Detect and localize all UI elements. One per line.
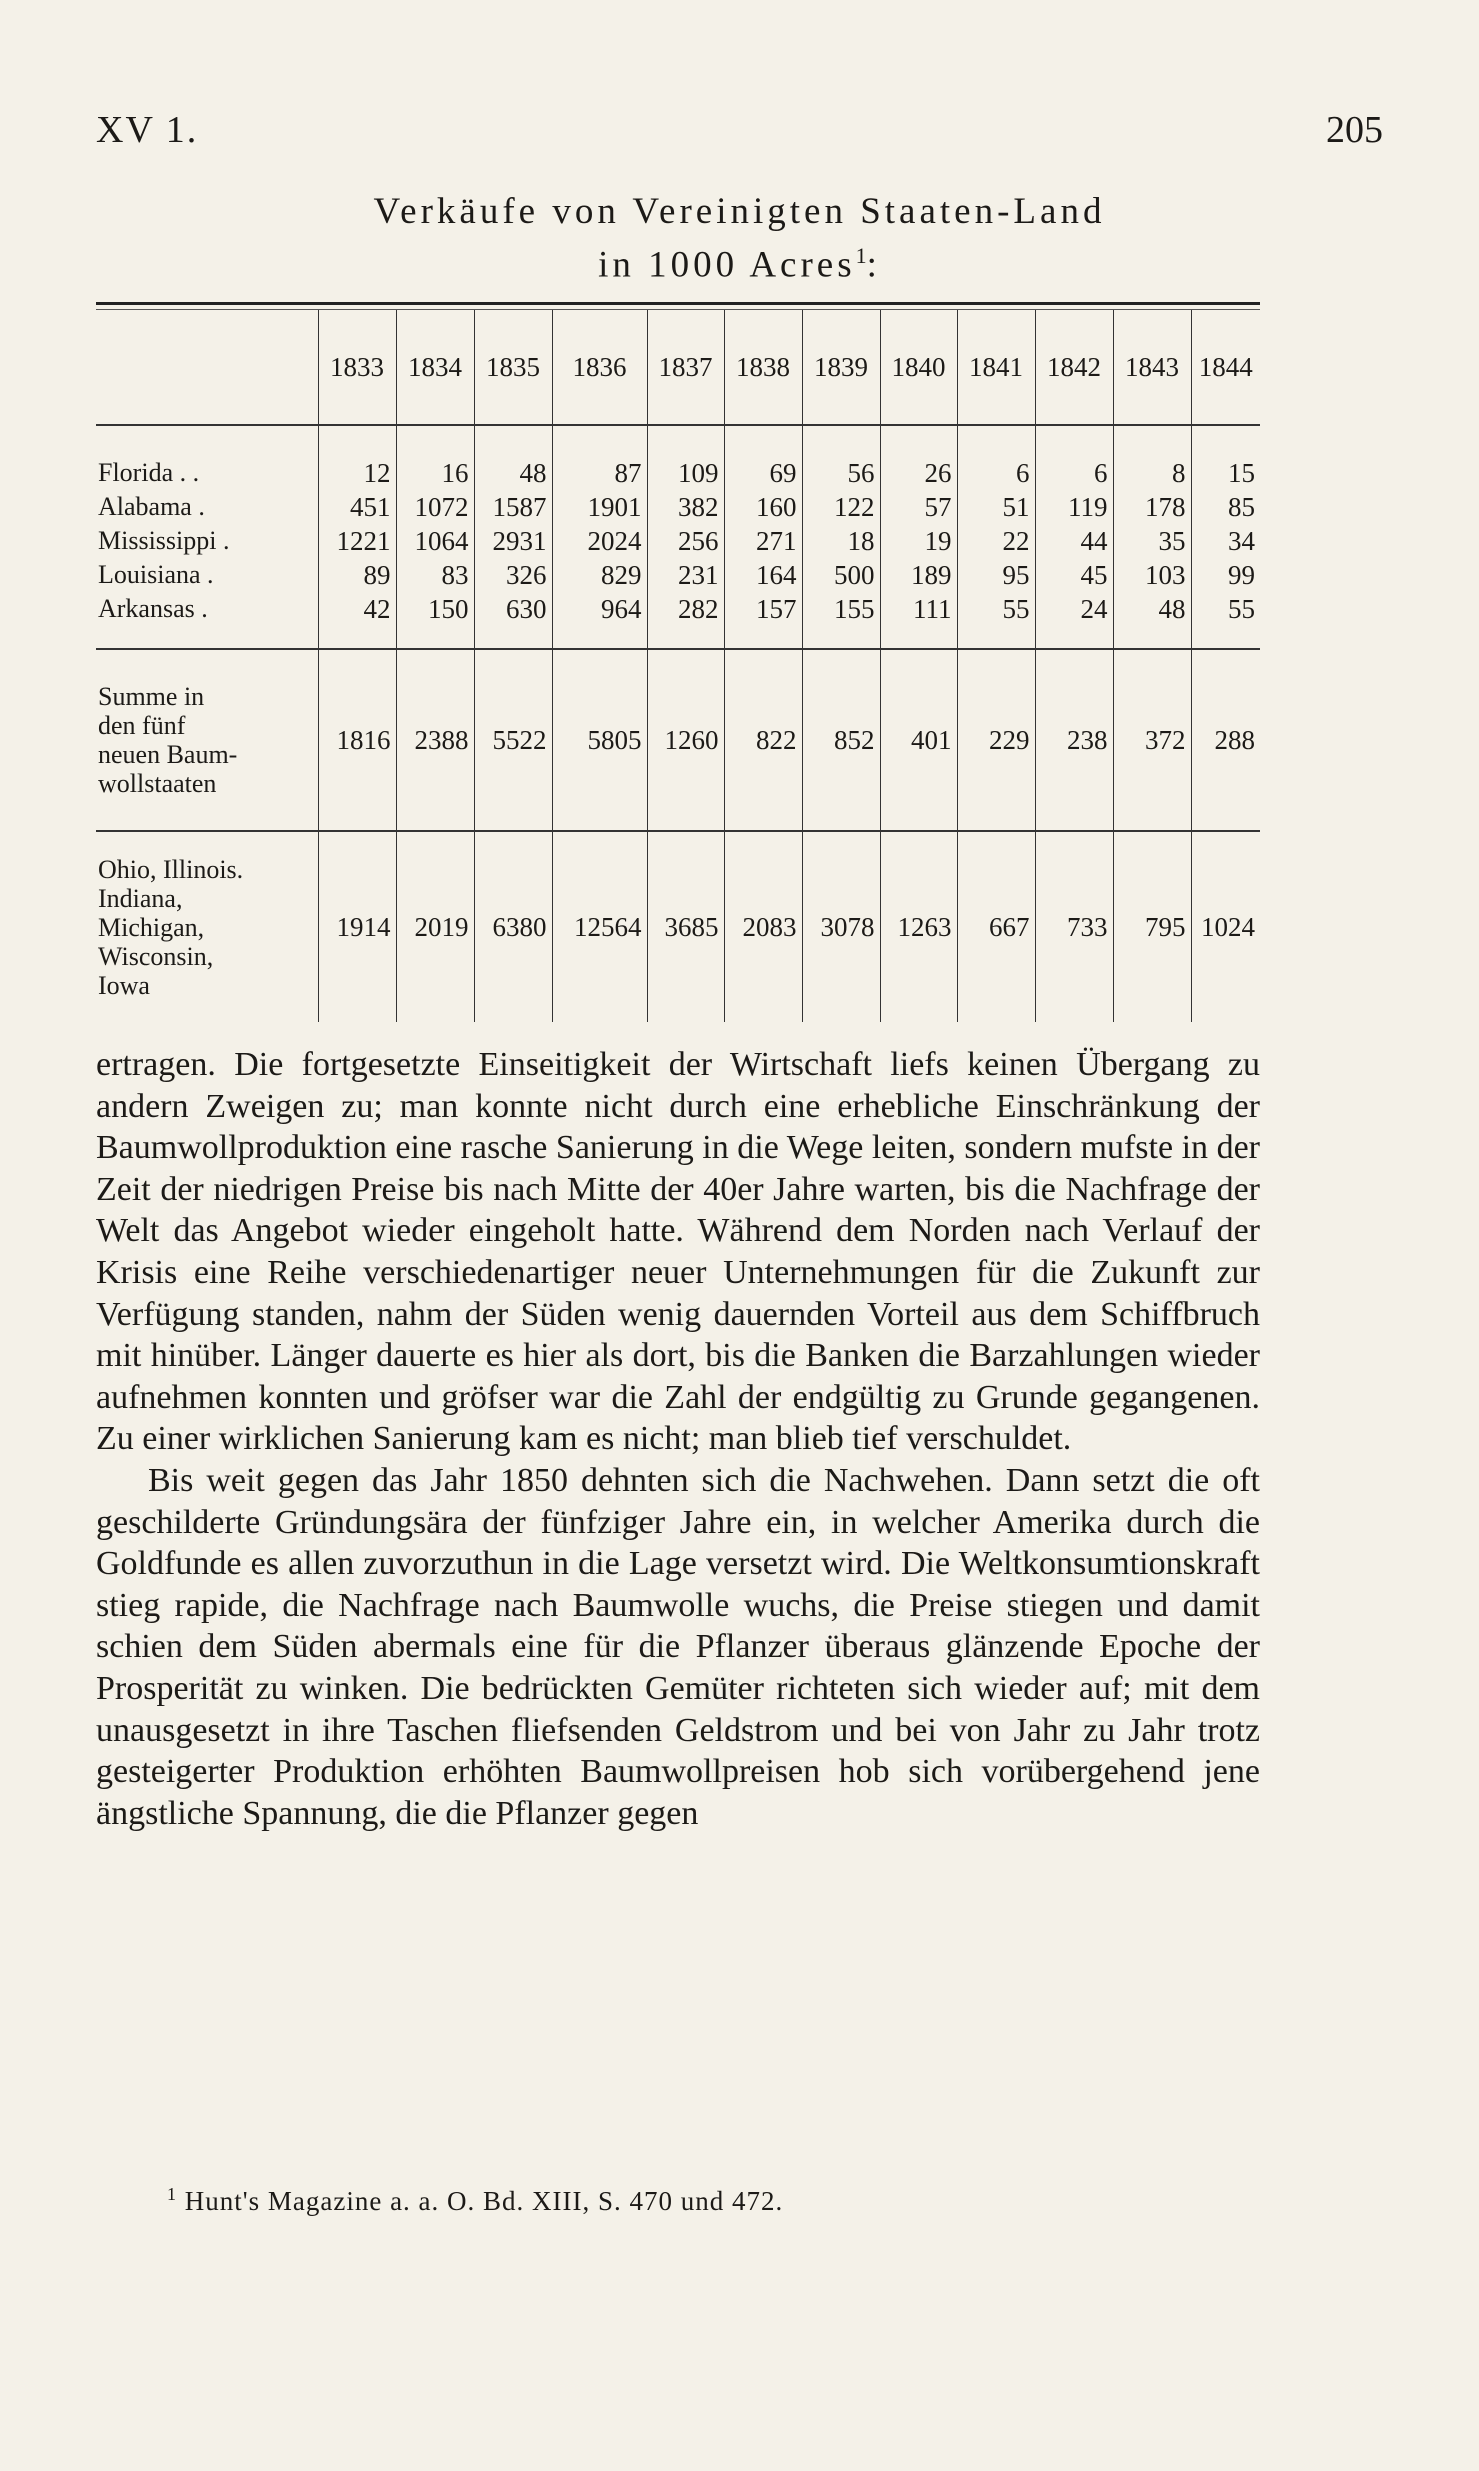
value-cell: 1901 [552,490,647,524]
value-cell: 164 [724,558,802,592]
value-cell: 231 [647,558,724,592]
footnote [167,2184,1267,2217]
value-cell: 1260 [647,649,724,831]
value-cell: 795 [1113,831,1191,1022]
value-cell: 500 [802,558,880,592]
value-cell: 829 [552,558,647,592]
paragraph-1: ertragen. Die fortgesetzte Einseitigkeit der Wirtschaft liefs keinen Übergang zu andern Zweigen zu; man konnte nicht durch eine erhebliche Einschränkung der Baumwollproduktion eine rasche Sanierung in die Wege leiten, sondern mufste in der Zeit der niedrigen Preise bis nach Mitte der 40er Jahre warten, bis die Nachfrage der Welt das Angebot wieder eingeholt hatte. Während dem Norden nach Verlauf der Krisis eine Reihe verschiedenartiger neuer Unternehmungen für die Zukunft zur Verfügung standen, nahm der Süden wenig dauernden Vorteil aus dem Schiffbruch mit hinüber. Länger dauerte es hier als dort, bis die Banken die Barzahlungen wieder aufnehmen konnten und gröfser war die Zahl der endgültig zu Grunde gegangenen. Zu einer wirklichen Sanierung kam es nicht; man blieb tief verschuldet. [96,1046,1260,1458]
value-cell: 99 [1191,558,1260,592]
value-cell: 85 [1191,490,1260,524]
value-cell: 1816 [318,649,396,831]
value-cell: 15 [1191,425,1260,490]
state-label: Mississippi . [98,526,230,555]
value-cell: 382 [647,490,724,524]
value-cell: 95 [957,558,1035,592]
value-cell: 45 [1035,558,1113,592]
value-cell: 150 [396,592,474,649]
table-title [0,190,1479,287]
land-sales-table [96,302,1260,1022]
value-cell: 2388 [396,649,474,831]
value-cell: 51 [957,490,1035,524]
value-cell: 1263 [880,831,957,1022]
value-cell: 1064 [396,524,474,558]
value-cell: 733 [1035,831,1113,1022]
sum-row [96,649,1260,831]
value-cell: 852 [802,649,880,831]
value-cell: 2931 [474,524,552,558]
state-row [96,524,1260,558]
value-cell: 372 [1113,649,1191,831]
table-title-line2 [0,234,1479,287]
north-row-label: Ohio, Illinois. Indiana, Michigan, Wisconsin, Iowa [96,831,318,1022]
value-cell: 229 [957,649,1035,831]
value-cell: 964 [552,592,647,649]
state-row [96,490,1260,524]
value-cell: 5522 [474,649,552,831]
value-cell: 822 [724,649,802,831]
value-cell: 18 [802,524,880,558]
value-cell: 44 [1035,524,1113,558]
value-cell: 19 [880,524,957,558]
year-header: 1838 [724,310,802,426]
paragraph-2: Bis weit gegen das Jahr 1850 dehnten sich die Nachwehen. Dann setzt die oft geschilderte Gründungsära der fünfziger Jahre ein, in welcher Amerika durch die Goldfunde es allen zuvorzuthun in die Lage versetzt wird. Die Weltkonsumtionskraft stieg rapide, die Nachfrage nach Baumwolle wuchs, die Preise stiegen und damit schien dem Süden abermals eine für die Pflanzer überaus glänzende Epoche der Prosperität zu winken. Die bedrückten Gemüter richteten sich wieder auf; mit dem unausgesetzt in ihre Taschen fliefsenden Geldstrom und bei von Jahr zu Jahr trotz gesteigerter Produktion erhöhten Baumwollpreisen hob sich vorübergehend jene ängstliche Spannung, die die Pflanzer gegen [96,1461,1260,1832]
value-cell: 56 [802,425,880,490]
value-cell: 42 [318,592,396,649]
value-cell: 288 [1191,649,1260,831]
value-cell: 2024 [552,524,647,558]
state-row [96,425,1260,490]
chapter-marker: XV 1. [96,109,199,151]
year-header: 1839 [802,310,880,426]
state-label: Florida . . [96,425,318,490]
table-title-footnote-mark: 1 [855,243,867,268]
value-cell: 1221 [318,524,396,558]
value-cell: 103 [1113,558,1191,592]
sum-row-label: Summe in den fünf neuen Baum- wollstaaten [96,649,318,831]
state-label: Arkansas . [98,594,208,623]
value-cell: 48 [1113,592,1191,649]
value-cell: 2083 [724,831,802,1022]
value-cell: 12564 [552,831,647,1022]
value-cell: 22 [957,524,1035,558]
body-text [96,1044,1260,1834]
value-cell: 1024 [1191,831,1260,1022]
value-cell: 109 [647,425,724,490]
value-cell: 119 [1035,490,1113,524]
year-header: 1837 [647,310,724,426]
north-row [96,831,1260,1022]
value-cell: 16 [396,425,474,490]
value-cell: 401 [880,649,957,831]
table-title-suffix: : [866,244,881,286]
value-cell: 111 [880,592,957,649]
value-cell: 667 [957,831,1035,1022]
value-cell: 122 [802,490,880,524]
page-number: 205 [1326,109,1383,151]
value-cell: 157 [724,592,802,649]
value-cell: 6380 [474,831,552,1022]
footnote-text: Hunt's Magazine a. a. O. Bd. XIII, S. 470 und 472. [184,2186,784,2216]
value-cell: 6 [957,425,1035,490]
value-cell: 57 [880,490,957,524]
value-cell: 55 [957,592,1035,649]
value-cell: 55 [1191,592,1260,649]
value-cell: 48 [474,425,552,490]
running-head [96,108,1383,158]
year-header: 1835 [474,310,552,426]
value-cell: 35 [1113,524,1191,558]
footnote-mark: 1 [167,2184,177,2204]
value-cell: 83 [396,558,474,592]
value-cell: 238 [1035,649,1113,831]
value-cell: 69 [724,425,802,490]
year-header: 1833 [318,310,396,426]
value-cell: 8 [1113,425,1191,490]
value-cell: 2019 [396,831,474,1022]
value-cell: 1587 [474,490,552,524]
year-header: 1836 [552,310,647,426]
value-cell: 1914 [318,831,396,1022]
value-cell: 12 [318,425,396,490]
year-header: 1840 [880,310,957,426]
value-cell: 34 [1191,524,1260,558]
value-cell: 1072 [396,490,474,524]
value-cell: 87 [552,425,647,490]
value-cell: 155 [802,592,880,649]
header-row [96,310,1260,426]
value-cell: 271 [724,524,802,558]
year-header: 1844 [1191,310,1260,426]
value-cell: 5805 [552,649,647,831]
value-cell: 282 [647,592,724,649]
value-cell: 451 [318,490,396,524]
year-header: 1841 [957,310,1035,426]
year-header: 1834 [396,310,474,426]
state-label: Louisiana . [98,560,214,589]
state-row [96,592,1260,649]
year-header: 1843 [1113,310,1191,426]
value-cell: 178 [1113,490,1191,524]
state-label: Alabama . [98,492,205,521]
value-cell: 160 [724,490,802,524]
value-cell: 630 [474,592,552,649]
value-cell: 326 [474,558,552,592]
header-label-cell [96,310,318,426]
value-cell: 89 [318,558,396,592]
value-cell: 3078 [802,831,880,1022]
year-header: 1842 [1035,310,1113,426]
value-cell: 24 [1035,592,1113,649]
state-row [96,558,1260,592]
value-cell: 3685 [647,831,724,1022]
value-cell: 189 [880,558,957,592]
value-cell: 26 [880,425,957,490]
table-title-line1: Verkäufe von Vereinigten Staaten-Land [373,191,1106,232]
value-cell: 6 [1035,425,1113,490]
table-title-line2-text: in 1000 Acres [598,244,856,286]
value-cell: 256 [647,524,724,558]
